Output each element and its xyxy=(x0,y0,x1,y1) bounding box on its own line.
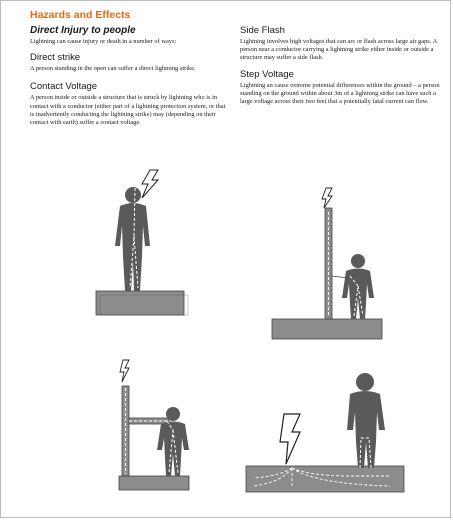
figure-side-flash xyxy=(268,186,388,342)
figure-contact-voltage xyxy=(105,358,205,498)
lightning-bolt-icon xyxy=(142,170,158,198)
conductor-pole-icon xyxy=(325,208,332,319)
page-heading: Hazards and Effects xyxy=(30,9,131,21)
contact-voltage-text: A person inside or outside a structure that is struck by lightning who is in contact with a conductor (either part of a lightning protection system, or that is inadvertently conducting the lightning strike) may (depending on their contact with earth) suffer a contact voltage. xyxy=(30,94,226,127)
figure-direct-strike xyxy=(90,166,200,316)
contact-voltage-title: Contact Voltage xyxy=(30,81,98,93)
step-voltage-title: Step Voltage xyxy=(240,68,294,80)
direct-strike-title: Direct strike xyxy=(30,52,81,64)
direct-strike-text: A person standing in the open can suffer a direct lightning strike. xyxy=(30,65,196,73)
lightning-bolt-icon xyxy=(280,414,300,464)
right-column xyxy=(240,25,440,113)
direct-injury-title: Direct Injury to people xyxy=(30,25,136,36)
step-voltage-text: Lightning an cause extreme potential differences within the ground – a person standing on the ground within about 3m of a lightning strike can have such a large voltage across their two feet that a potentially fatal current can flow. xyxy=(240,81,440,106)
direct-injury-text: Lightning can cause injury or death in a number of ways: xyxy=(30,38,177,45)
lightning-bolt-icon xyxy=(120,360,129,382)
side-flash-title: Side Flash xyxy=(240,25,285,36)
lightning-bolt-icon xyxy=(322,188,332,208)
person-figure-icon xyxy=(347,373,385,468)
left-column xyxy=(30,25,230,134)
person-figure-icon xyxy=(115,187,150,291)
figure-step-voltage xyxy=(240,370,415,500)
side-flash-text: Lightning involves high voltages that can arc or flash across large air gaps. A person near a conductor carrying a lightning strike either inside or outside a structure may suffer a side flash. xyxy=(240,38,437,62)
person-figure-icon xyxy=(157,407,189,476)
